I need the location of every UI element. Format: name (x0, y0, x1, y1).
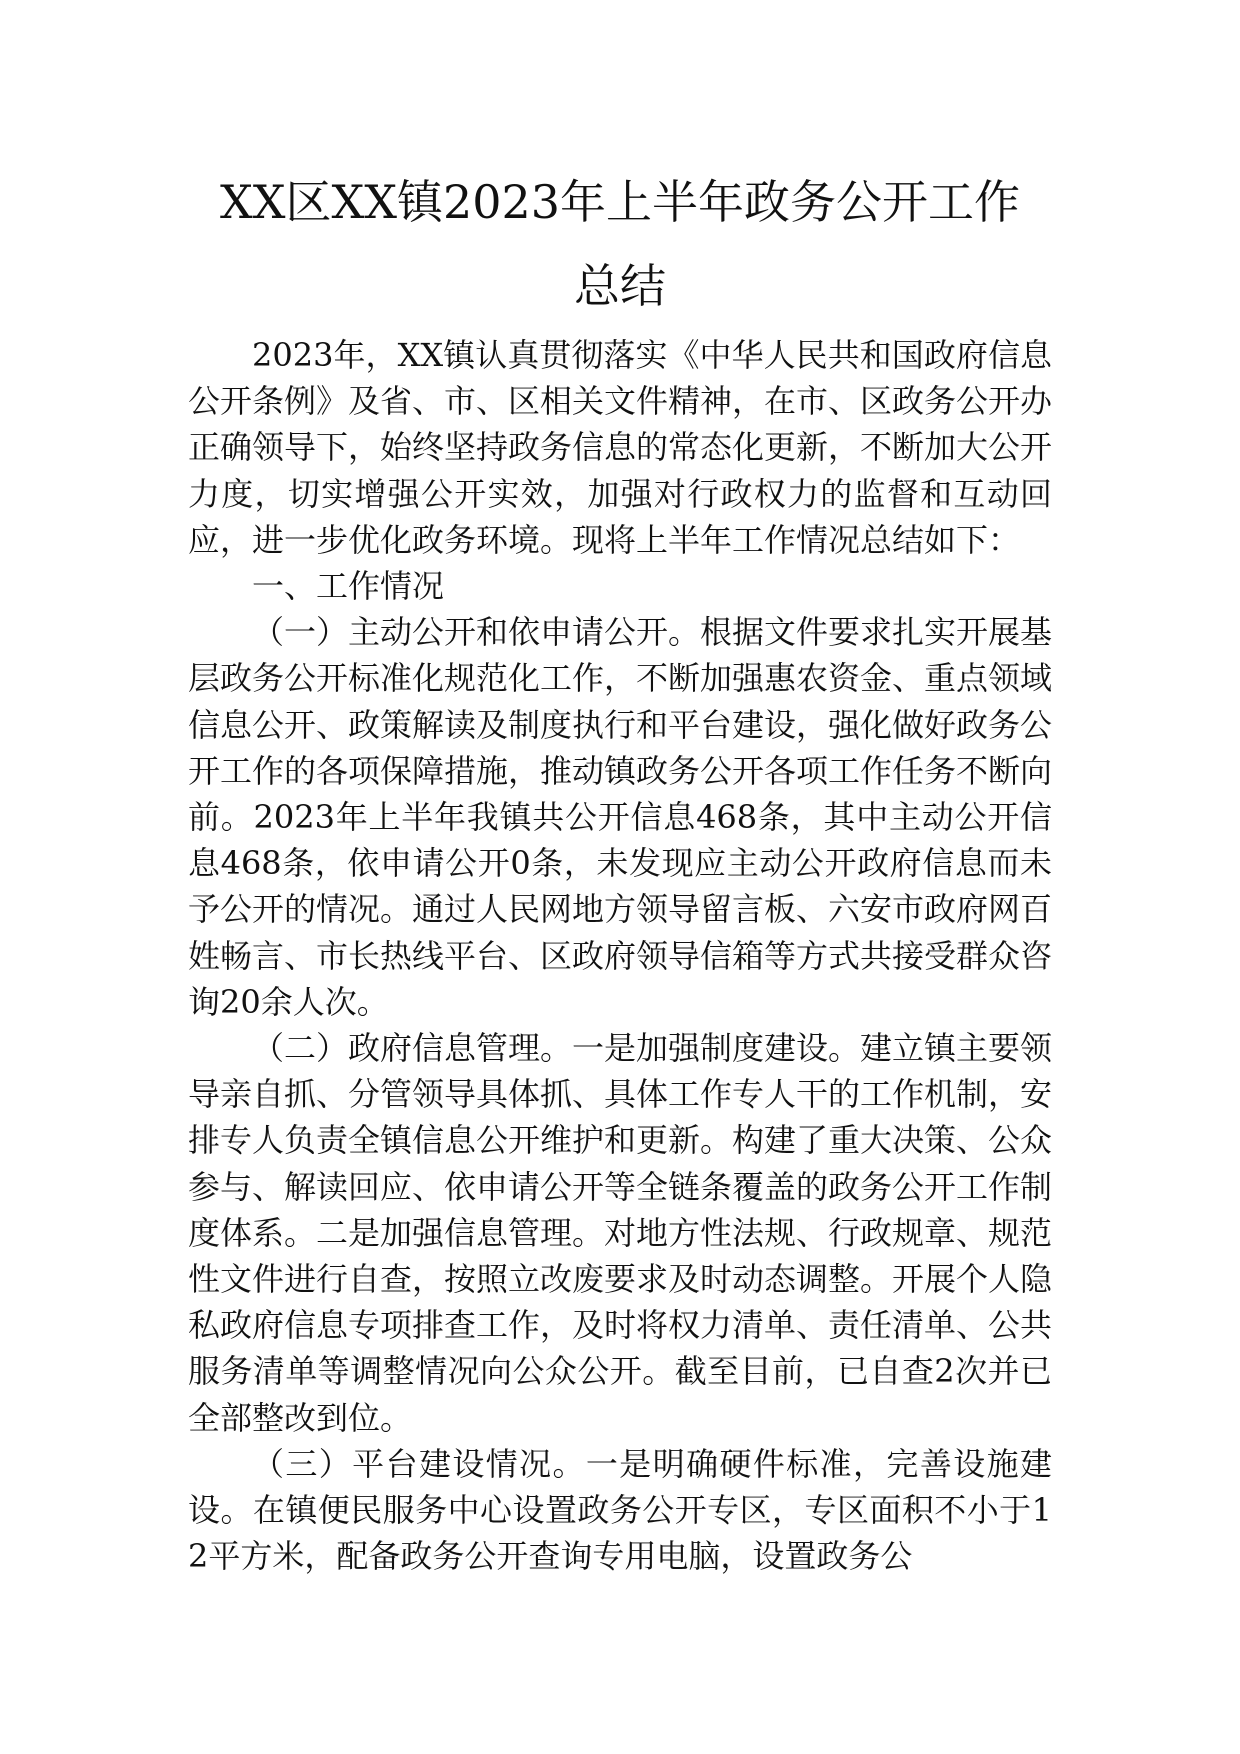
document-title (188, 160, 1052, 328)
title-line-1: XX区XX镇2023年上半年政务公开工作 (219, 175, 1021, 229)
paragraph-active-disclosure: （一）主动公开和依申请公开。根据文件要求扎实开展基层政务公开标准化规范化工作，不断加强惠农资金、重点领域信息公开、政策解读及制度执行和平台建设，强化做好政务公开工作的各项保障措施，推动镇政务公开各项工作任务不断向前。2023年上半年我镇共公开信息468条，其中主动公开信息468条，依申请公开0条，未发现应主动公开政府信息而未予公开的情况。通过人民网地方领导留言板、六安市政府网百姓畅言、市长热线平台、区政府领导信箱等方式共接受群众咨询20余人次。 (188, 613, 1053, 1021)
paragraph-platform-construction: （三）平台建设情况。一是明确硬件标准，完善设施建设。在镇便民服务中心设置政务公开专区，专区面积不小于12平方米，配备政务公开查询专用电脑，设置政务公 (188, 1444, 1052, 1576)
document-body (188, 332, 1052, 1579)
paragraph-information-management: （二）政府信息管理。一是加强制度建设。建立镇主要领导亲自抓、分管领导具体抓、具体工作专人干的工作机制，安排专人负责全镇信息公开维护和更新。构建了重大决策、公众参与、解读回应、依申请公开等全链条覆盖的政务公开工作制度体系。二是加强信息管理。对地方性法规、行政规章、规范性文件进行自查，按照立改废要求及时动态调整。开展个人隐私政府信息专项排查工作，及时将权力清单、责任清单、公共服务清单等调整情况向公众公开。截至目前，已自查2次并已全部整改到位。 (188, 1029, 1053, 1437)
intro-paragraph: 2023年，XX镇认真贯彻落实《中华人民共和国政府信息公开条例》及省、市、区相关文件精神，在市、区政务公开办正确领导下，始终坚持政务信息的常态化更新，不断加大公开力度，切实增强公开实效，加强对行政权力的监督和互动回应，进一步优化政务环境。现将上半年工作情况总结如下： (188, 336, 1053, 559)
section-heading-work-status: 一、工作情况 (252, 567, 445, 606)
title-line-2: 总结 (574, 259, 666, 313)
document-page (188, 160, 1052, 1579)
